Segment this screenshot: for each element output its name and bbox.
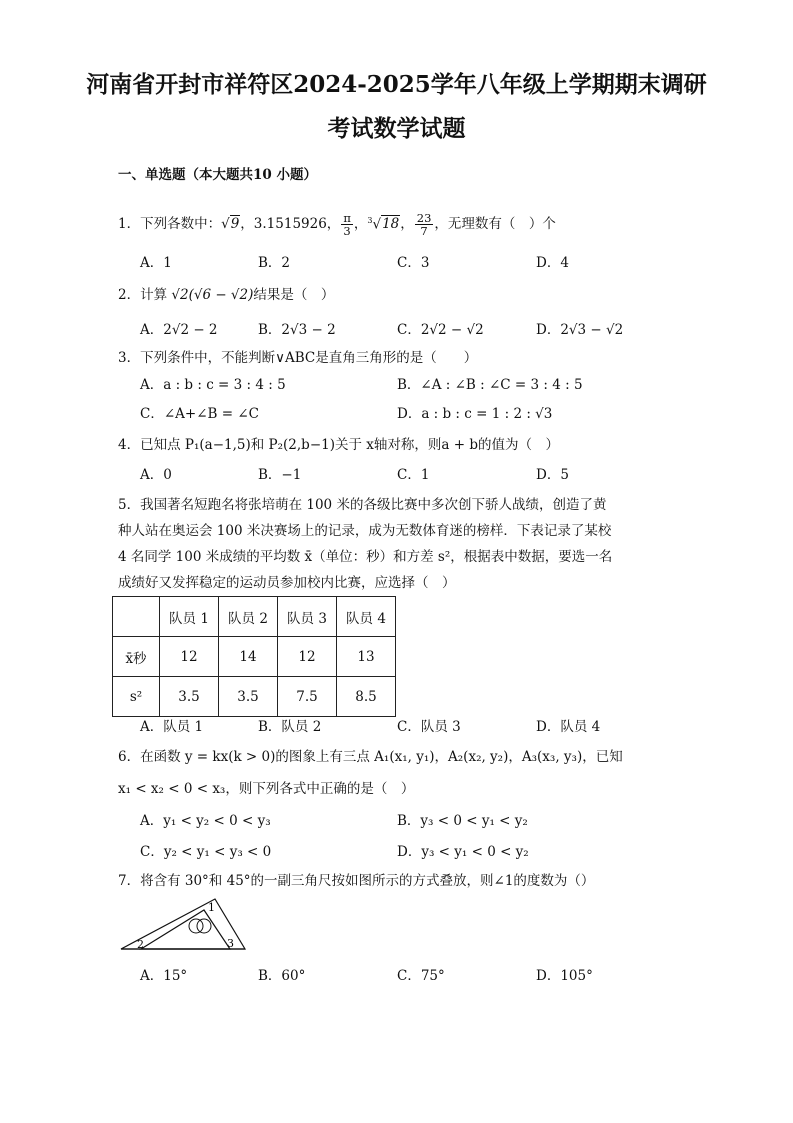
q6-line-1: 6．在函数 y = kx(k > 0)的图象上有三点 A₁(x₁, y₁)，A₂(x₂, y₂)，A₃(x₃, y₃)，已知 bbox=[118, 749, 623, 765]
q1-fraction: $\frac{23}{7}$ bbox=[416, 211, 432, 238]
ruler-hole-left bbox=[189, 919, 203, 933]
q5-line-3: 4 名同学 100 米成绩的平均数 x̄（单位：秒）和方差 s²，根据表中数据，要选一名 bbox=[118, 549, 613, 565]
q1-option-c: C．3 bbox=[397, 255, 430, 271]
angle-label-2: 2 bbox=[137, 938, 144, 951]
q5-option-a: A．队员 1 bbox=[140, 719, 204, 735]
q5-line-1: 5．我国著名短跑名将张培萌在 100 米的各级比赛中多次创下骄人战绩，创造了黄 bbox=[118, 497, 607, 513]
question-1 bbox=[118, 212, 556, 237]
question-3: 3．下列条件中，不能判断∨ABC是直角三角形的是（ ） bbox=[118, 350, 478, 366]
q4-option-c: C．1 bbox=[397, 467, 430, 483]
question-2 bbox=[118, 283, 334, 303]
document-title-line2: 考试数学试题 bbox=[327, 115, 466, 142]
q2-option-c: C．2√2 − √2 bbox=[397, 322, 484, 338]
q1-option-a: A．1 bbox=[140, 255, 172, 271]
table-row bbox=[113, 637, 396, 677]
q3-option-d: D．a : b : c = 1 : 2 : √3 bbox=[397, 406, 553, 422]
section-heading: 一、单选题（本大题共10 小题） bbox=[118, 167, 317, 183]
document-title-line1: 河南省开封市祥符区2024-2025学年八年级上学期期末调研 bbox=[86, 71, 707, 98]
q5-line-2: 种人站在奥运会 100 米决赛场上的记录，成为无数体育迷的榜样．下表记录了某校 bbox=[118, 523, 612, 539]
table-cell: 8.5 bbox=[337, 677, 396, 717]
q2-suffix: 结果是（ ） bbox=[253, 287, 335, 303]
q1-sqrt9: √9 bbox=[221, 216, 240, 232]
table-row-label: s² bbox=[113, 677, 160, 717]
q7-option-d: D．105° bbox=[536, 968, 593, 984]
table-cell: 12 bbox=[278, 637, 337, 677]
table-header-cell: 队员 1 bbox=[160, 597, 219, 637]
q5-line-4: 成绩好又发挥稳定的运动员参加校内比赛，应选择（ ） bbox=[118, 575, 456, 591]
table-header-row bbox=[113, 597, 396, 637]
q6-option-b: B．y₃ < 0 < y₁ < y₂ bbox=[397, 813, 528, 829]
table-header-cell: 队员 4 bbox=[337, 597, 396, 637]
q1-option-d: D．4 bbox=[536, 255, 569, 271]
q6-option-c: C．y₂ < y₁ < y₃ < 0 bbox=[140, 844, 272, 860]
table-cell: 13 bbox=[337, 637, 396, 677]
q7-option-b: B．60° bbox=[258, 968, 306, 984]
table-cell: 7.5 bbox=[278, 677, 337, 717]
q4-option-a: A．0 bbox=[140, 467, 172, 483]
table-header-cell: 队员 2 bbox=[219, 597, 278, 637]
q1-option-b: B．2 bbox=[258, 255, 291, 271]
question-7: 7．将含有 30°和 45°的一副三角尺按如图所示的方式叠放，则∠1的度数为（） bbox=[118, 873, 595, 889]
q1-suffix: ，无理数有（ ）个 bbox=[434, 216, 556, 232]
table-header-cell: 队员 3 bbox=[278, 597, 337, 637]
table-row-label: x̄秒 bbox=[113, 637, 160, 677]
table-cell bbox=[113, 597, 160, 637]
q7-option-c: C．75° bbox=[397, 968, 445, 984]
q2-option-b: B．2√3 − 2 bbox=[258, 322, 336, 338]
q5-option-c: C．队员 3 bbox=[397, 719, 461, 735]
q1-text2: ，3.1515926， bbox=[240, 216, 341, 232]
table-cell: 3.5 bbox=[160, 677, 219, 717]
q3-option-b: B．∠A : ∠B : ∠C = 3 : 4 : 5 bbox=[397, 377, 583, 393]
q4-option-d: D．5 bbox=[536, 467, 569, 483]
q5-score-table bbox=[112, 596, 396, 717]
q2-option-a: A．2√2 − 2 bbox=[140, 322, 218, 338]
table-row bbox=[113, 677, 396, 717]
q6-option-a: A．y₁ < y₂ < 0 < y₃ bbox=[140, 813, 271, 829]
q2-prefix: 2．计算 bbox=[118, 287, 172, 303]
q3-option-c: C．∠A+∠B = ∠C bbox=[140, 406, 259, 422]
table-cell: 3.5 bbox=[219, 677, 278, 717]
q1-prefix: 1．下列各数中： bbox=[118, 216, 222, 232]
question-4: 4．已知点 P₁(a−1,5)和 P₂(2,b−1)关于 x轴对称，则a + b的值为（ ） bbox=[118, 437, 559, 453]
angle-label-3: 3 bbox=[227, 937, 234, 950]
q1-cbrt18: $^3$√18 bbox=[367, 215, 400, 232]
q1-text3: ， bbox=[353, 216, 368, 232]
table-cell: 14 bbox=[219, 637, 278, 677]
table-cell: 12 bbox=[160, 637, 219, 677]
triangle-ruler-30 bbox=[141, 910, 230, 949]
q6-option-d: D．y₃ < y₁ < 0 < y₂ bbox=[397, 844, 529, 860]
q7-option-a: A．15° bbox=[140, 968, 188, 984]
q2-expression: √2(√6 − √2) bbox=[171, 287, 254, 303]
q5-option-d: D．队员 4 bbox=[536, 719, 601, 735]
q1-pi-fraction: $\frac{\pi}{3}$ bbox=[343, 211, 351, 238]
q3-option-a: A．a : b : c = 3 : 4 : 5 bbox=[140, 377, 286, 393]
angle-label-1: 1 bbox=[208, 901, 215, 914]
q4-option-b: B．−1 bbox=[258, 467, 302, 483]
ruler-hole-right bbox=[197, 919, 211, 933]
q1-text4: ， bbox=[400, 216, 414, 232]
q2-option-d: D．2√3 − √2 bbox=[536, 322, 624, 338]
q5-option-b: B．队员 2 bbox=[258, 719, 322, 735]
triangle-rulers-figure bbox=[118, 896, 253, 954]
q6-line-2: x₁ < x₂ < 0 < x₃，则下列各式中正确的是（ ） bbox=[118, 781, 415, 797]
